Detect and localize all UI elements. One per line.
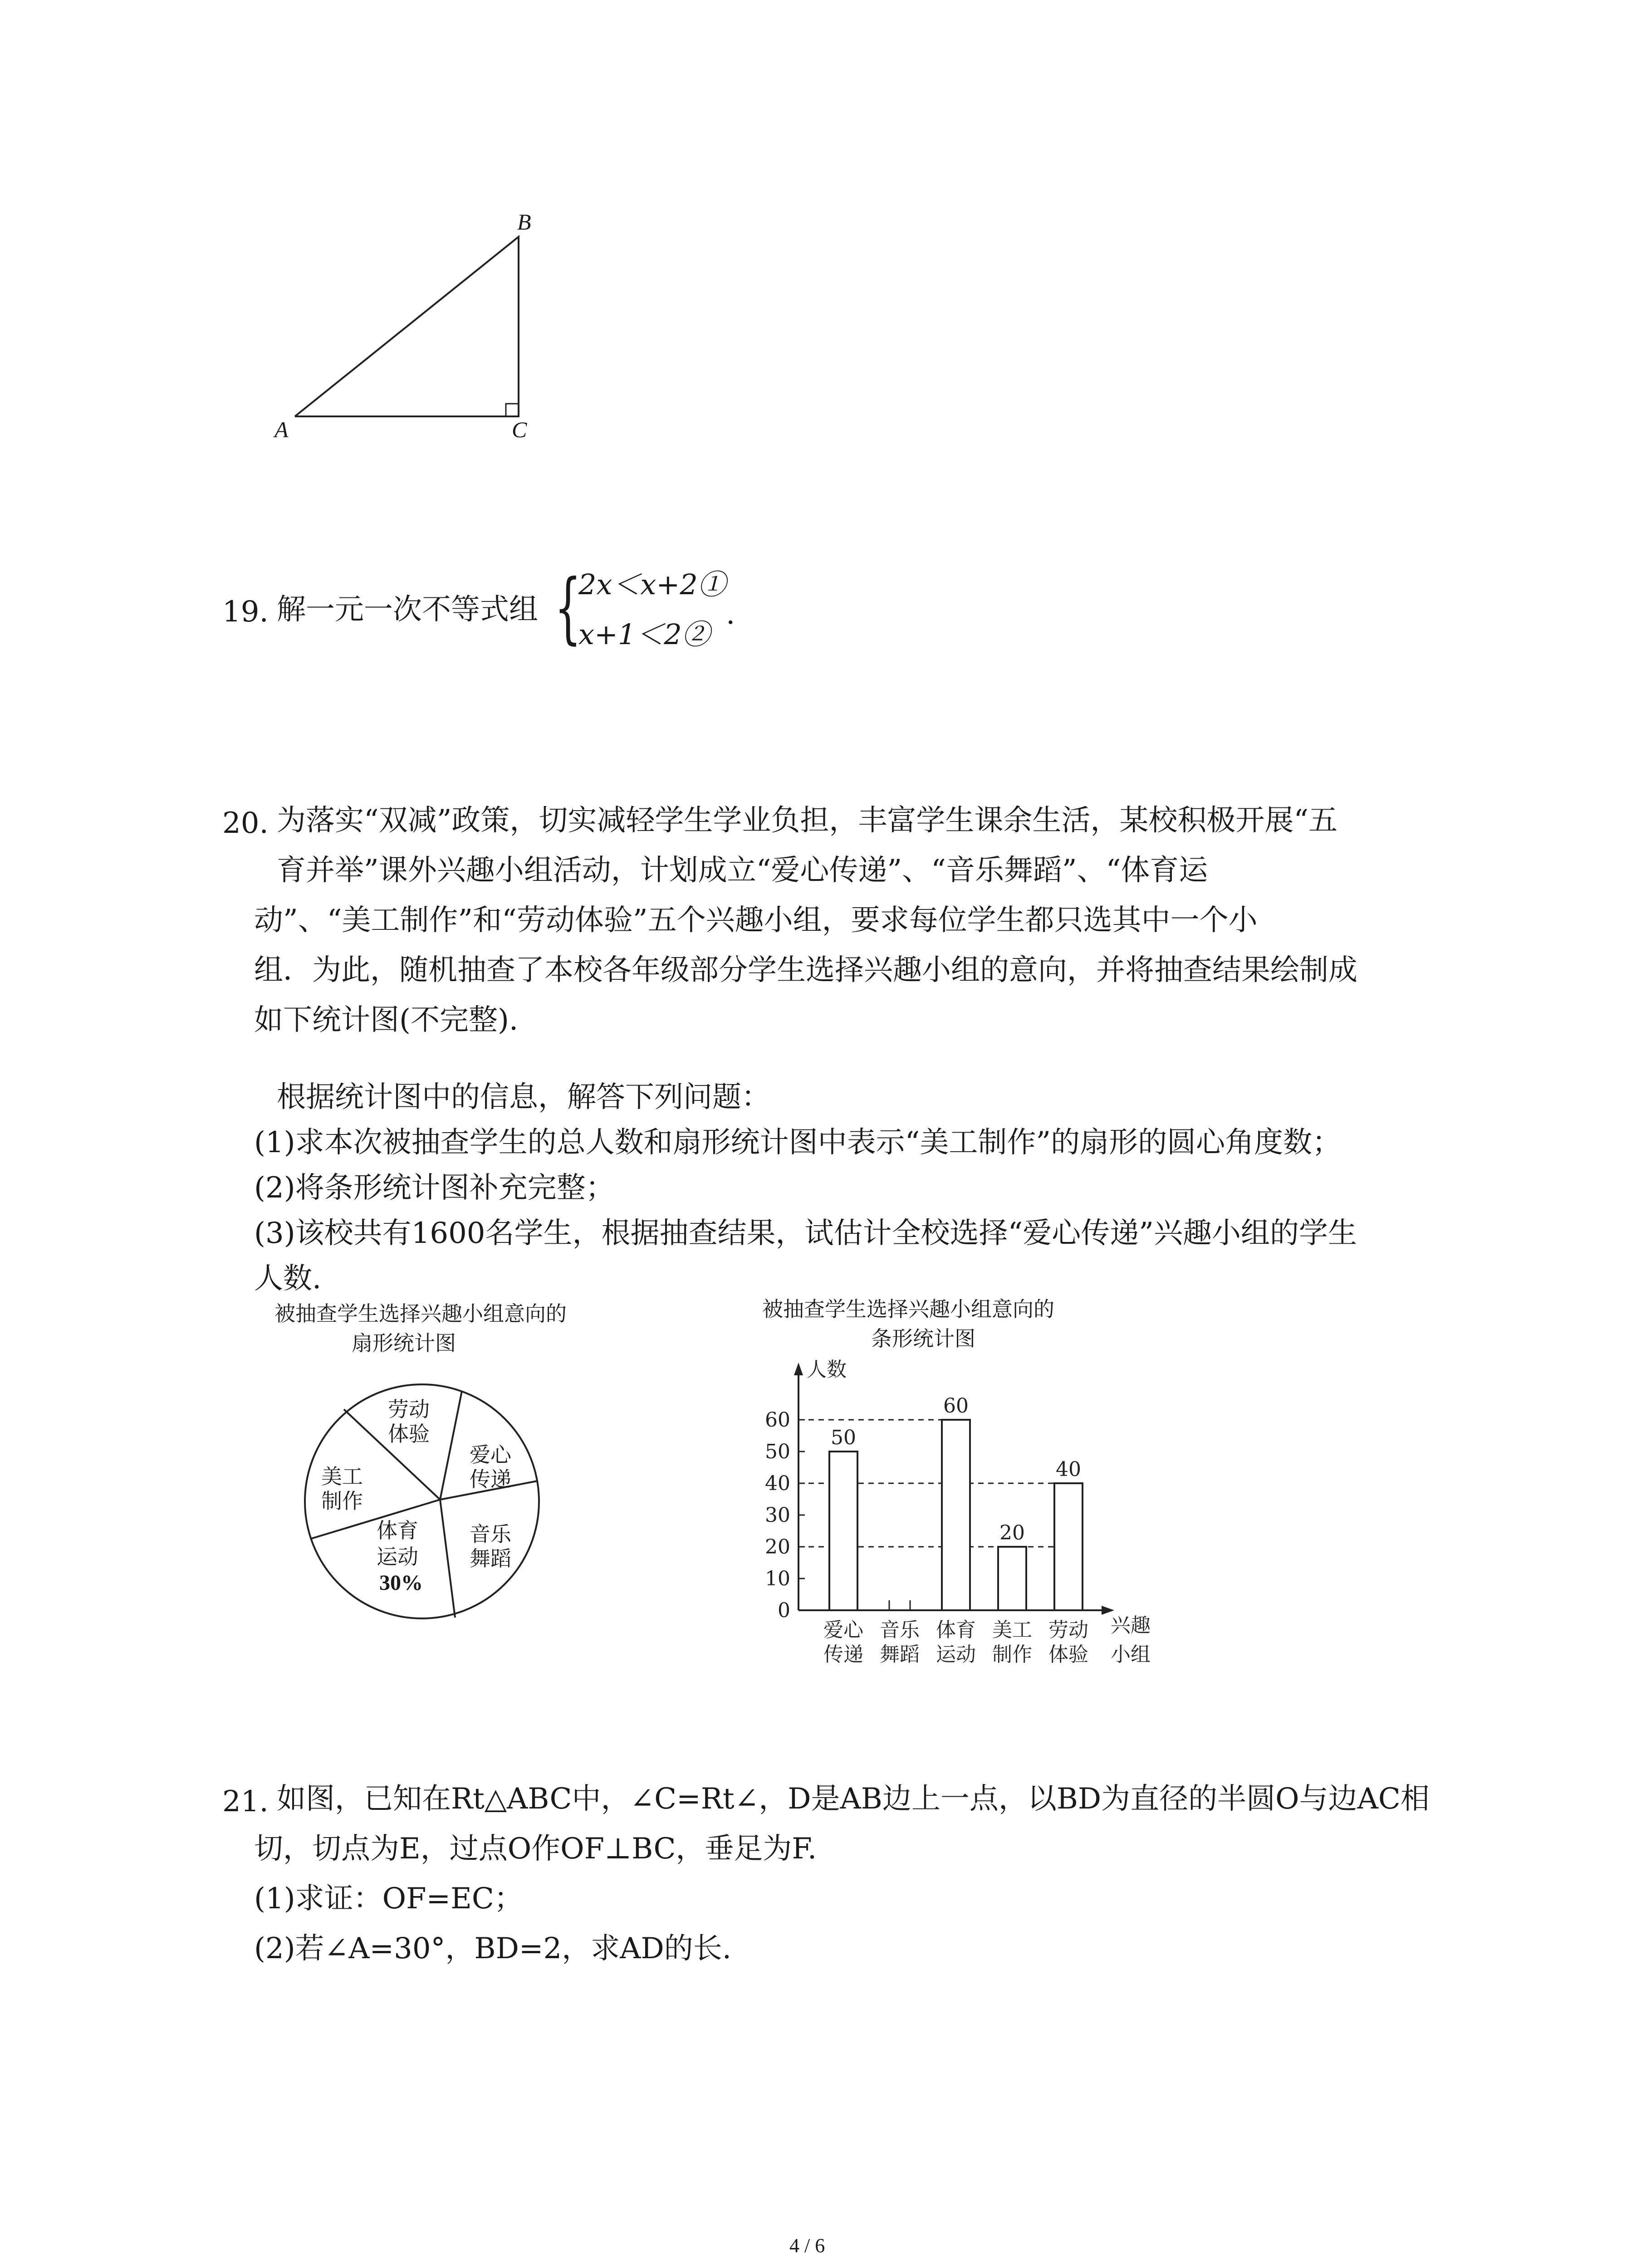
q21-number: 21. xyxy=(222,1785,269,1818)
x-tick-label: 美工 xyxy=(992,1618,1032,1642)
q20-line: 如下统计图(不完整). xyxy=(254,1003,519,1037)
x-tick-label: 体验 xyxy=(1048,1643,1088,1666)
q19-inequality-2: x+1＜2② xyxy=(578,618,710,651)
y-tick-label: 60 xyxy=(765,1408,790,1432)
bar-value-label: 40 xyxy=(1056,1458,1081,1481)
x-tick-label: 运动 xyxy=(936,1643,976,1666)
q20-line: 育并举”课外兴趣小组活动，计划成立“爱心传递”、“音乐舞蹈”、“体育运 xyxy=(277,854,1208,887)
x-tick-label: 爱心 xyxy=(823,1618,863,1642)
pie-title-1: 被抽查学生选择兴趣小组意向的 xyxy=(274,1301,567,1326)
x-tick-label: 音乐 xyxy=(880,1618,920,1642)
bar xyxy=(942,1420,970,1610)
pie-title-2: 扇形统计图 xyxy=(352,1331,456,1355)
q21-line1: 如图，已知在Rt△ABC中，∠C=Rt∠，D是AB边上一点，以BD为直径的半圆O与边AC相 xyxy=(277,1782,1430,1816)
q20-number: 20. xyxy=(222,807,269,840)
q21-sub2: (2)若∠A=30°，BD=2，求AD的长. xyxy=(254,1932,732,1965)
x-tick-label: 制作 xyxy=(992,1643,1032,1666)
q20-intro: 根据统计图中的信息，解答下列问题： xyxy=(277,1080,770,1114)
q19-number: 19. xyxy=(222,595,269,629)
pie-sector-aixin: 爱心 传递 xyxy=(470,1442,511,1491)
q20-sub2: (2)将条形统计图补充完整； xyxy=(254,1171,615,1205)
bar xyxy=(829,1452,857,1610)
vertex-label-a: A xyxy=(274,417,289,442)
x-axis-label: 兴趣 xyxy=(1111,1614,1151,1637)
y-tick-label: 20 xyxy=(765,1535,790,1559)
bar-value-label: 20 xyxy=(999,1521,1025,1545)
pie-sector-tiyu: 体育 运动 30% xyxy=(377,1518,423,1595)
q20-sub3: (3)该校共有1600名学生，根据抽查结果，试估计全校选择“爱心传递”兴趣小组的学生 xyxy=(254,1217,1357,1250)
triangle-figure xyxy=(254,200,581,454)
bar-title-1: 被抽查学生选择兴趣小组意向的 xyxy=(762,1297,1054,1321)
q20-sub1: (1)求本次被抽查学生的总人数和扇形统计图中表示“美工制作”的扇形的圆心角度数； xyxy=(254,1126,1342,1159)
bar-value-label: 50 xyxy=(831,1426,856,1449)
q19-text: 解一元一次不等式组 xyxy=(277,593,538,626)
q20-sub3-cont: 人数. xyxy=(254,1262,322,1295)
y-tick-label: 50 xyxy=(765,1440,790,1463)
q19-brace: { xyxy=(554,563,582,653)
x-tick-label: 传递 xyxy=(823,1643,863,1666)
x-tick-label: 劳动 xyxy=(1048,1618,1088,1642)
y-tick-label: 0 xyxy=(778,1599,790,1622)
y-axis-label: 人数 xyxy=(807,1358,847,1381)
q20-line: 组．为此，随机抽查了本校各年级部分学生选择兴趣小组的意向，并将抽查结果绘制成 xyxy=(254,953,1357,987)
x-tick-label: 体育 xyxy=(936,1618,976,1642)
q19-inequality-1: 2x＜x+2① xyxy=(578,568,726,601)
page-number: 4 / 6 xyxy=(789,2234,825,2257)
x-axis-arrow xyxy=(1102,1606,1114,1615)
bar-chart xyxy=(749,1356,1157,1683)
q19-period: . xyxy=(726,597,735,631)
bar-title-2: 条形统计图 xyxy=(871,1326,975,1351)
x-axis-label: 小组 xyxy=(1111,1643,1151,1666)
y-tick-label: 10 xyxy=(765,1567,790,1590)
pie-sector-laodong: 劳动 体验 xyxy=(388,1397,430,1446)
pie-sector-meigong: 美工 制作 xyxy=(321,1464,363,1513)
x-tick-label: 舞蹈 xyxy=(880,1643,920,1666)
bar-value-label: 60 xyxy=(943,1394,969,1418)
vertex-label-c: C xyxy=(512,417,527,442)
bar xyxy=(1054,1483,1083,1610)
y-tick-label: 40 xyxy=(765,1472,790,1495)
q20-line: 动”、“美工制作”和“劳动体验”五个兴趣小组，要求每位学生都只选其中一个小 xyxy=(254,904,1258,937)
y-axis-arrow xyxy=(794,1363,803,1375)
q20-line: 为落实“双减”政策，切实减轻学生学业负担，丰富学生课余生活，某校积极开展“五 xyxy=(277,804,1338,837)
pie-sector-yinyue: 音乐 舞蹈 xyxy=(470,1522,511,1571)
bar xyxy=(998,1547,1026,1610)
vertex-label-b: B xyxy=(517,209,531,235)
y-tick-label: 30 xyxy=(765,1504,790,1527)
q21-line2: 切，切点为E，过点O作OF⊥BC，垂足为F. xyxy=(254,1832,817,1866)
q21-sub1: (1)求证：OF=EC； xyxy=(254,1882,523,1916)
